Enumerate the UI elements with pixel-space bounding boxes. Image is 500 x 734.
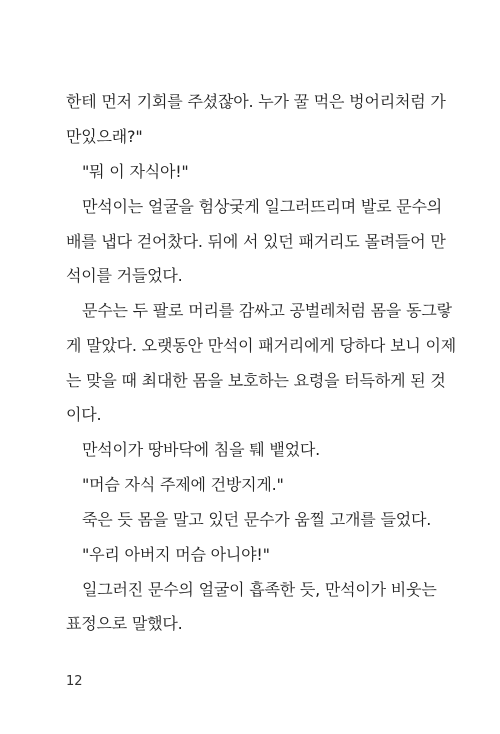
text-line: 만석이가 땅바닥에 침을 퉤 뱉었다.	[82, 440, 321, 459]
dialogue-line: "뭐 이 자식아!"	[82, 162, 189, 181]
page-number: 12	[66, 674, 83, 689]
text-line: 만석이는 얼굴을 험상궂게 일그러뜨리며 발로 문수의	[82, 197, 443, 216]
dialogue-line: "우리 아버지 머슴 아니야!"	[82, 545, 270, 564]
text-line: 배를 냅다 걷어찼다. 뒤에 서 있던 패거리도 몰려들어 만	[66, 232, 446, 251]
text-line: 는 맞을 때 최대한 몸을 보호하는 요령을 터득하게 된 것	[66, 371, 446, 390]
text-line: 죽은 듯 몸을 말고 있던 문수가 움찔 고개를 들었다.	[82, 510, 432, 529]
text-line: 이다.	[66, 405, 102, 424]
text-line: 일그러진 문수의 얼굴이 흡족한 듯, 만석이가 비웃는	[82, 580, 437, 599]
text-line: 표정으로 말했다.	[66, 614, 183, 633]
dialogue-line: "머슴 자식 주제에 건방지게."	[82, 475, 284, 494]
text-line: 만있으래?"	[66, 127, 143, 146]
text-line: 석이를 거들었다.	[66, 266, 183, 285]
text-line: 게 말았다. 오랫동안 만석이 패거리에게 당하다 보니 이제	[66, 336, 456, 355]
text-line: 문수는 두 팔로 머리를 감싸고 공벌레처럼 몸을 동그랗	[82, 301, 452, 320]
text-line: 한테 먼저 기회를 주셨잖아. 누가 꿀 먹은 벙어리처럼 가	[66, 92, 446, 111]
